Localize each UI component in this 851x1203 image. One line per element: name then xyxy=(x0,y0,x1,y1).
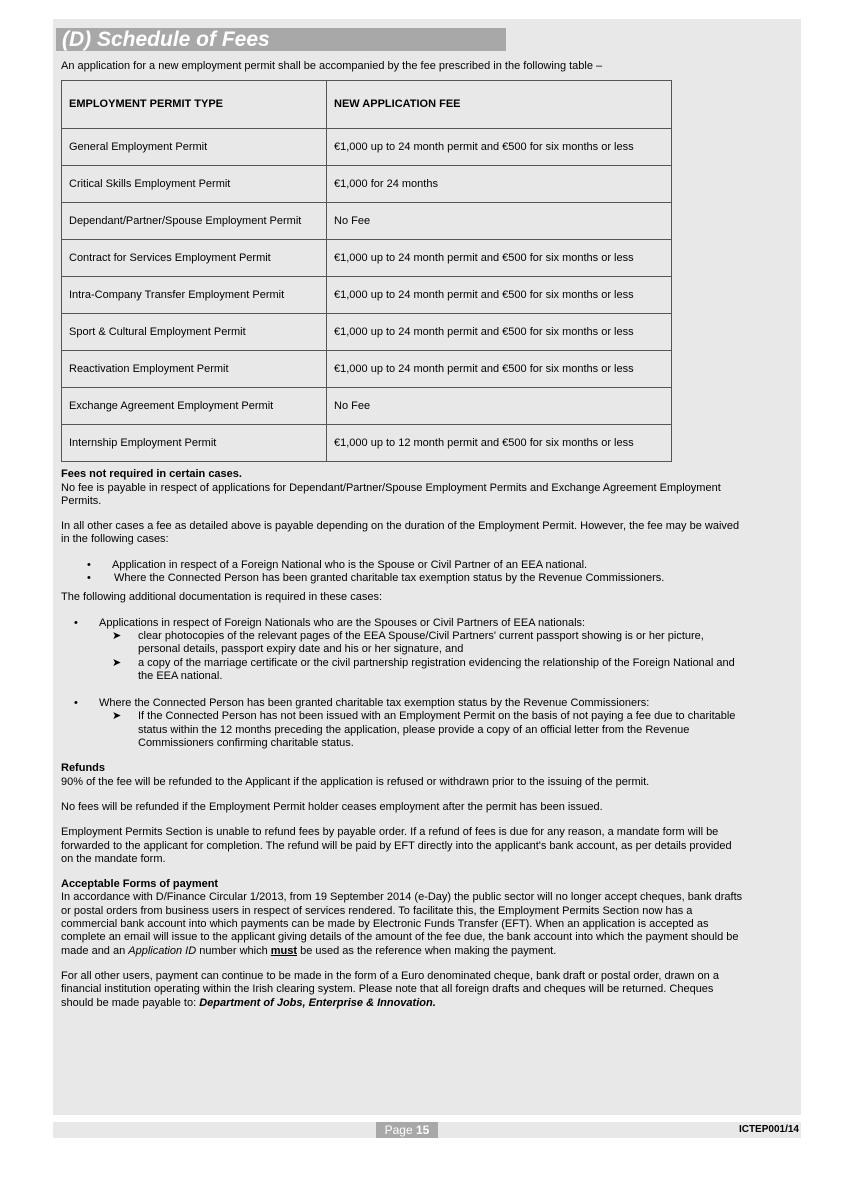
table-row xyxy=(62,351,672,388)
list-item-text: Applications in respect of Foreign Nationals who are the Spouses or Civil Partners of EEA nationals: xyxy=(99,616,586,629)
header-permit-type: EMPLOYMENT PERMIT TYPE xyxy=(62,81,327,129)
payee-name: Department of Jobs, Enterprise & Innovation. xyxy=(199,996,436,1009)
page-label: Page xyxy=(384,1123,413,1137)
list-item xyxy=(61,572,743,585)
permit-type-cell: Sport & Cultural Employment Permit xyxy=(62,314,327,351)
table-row xyxy=(62,129,672,166)
fee-cell: No Fee xyxy=(327,203,672,240)
permit-type-cell: Reactivation Employment Permit xyxy=(62,351,327,388)
sub-list-item-text: clear photocopies of the relevant pages of the EEA Spouse/Civil Partners' current passport showing is or her picture, personal details, passport expiry date and his or her signature, and xyxy=(138,629,704,656)
page-number-box xyxy=(376,1122,438,1138)
refunds-paragraph-3: Employment Permits Section is unable to refund fees by payable order. If a refund of fees is due for any reason, a mandate form will be forwarded to the applicant for completion. The refund will be paid by EFT directly into the applicant's bank account, as per details provided on the mandate form. xyxy=(61,826,732,865)
page-number: 15 xyxy=(416,1123,430,1137)
payment-title: Acceptable Forms of payment xyxy=(61,878,219,891)
permit-type-cell: Dependant/Partner/Spouse Employment Permit xyxy=(62,203,327,240)
fee-cell: €1,000 up to 24 month permit and €500 for six months or less xyxy=(327,277,672,314)
table-row xyxy=(62,388,672,425)
permit-type-cell: Intra-Company Transfer Employment Permit xyxy=(62,277,327,314)
table-header-row xyxy=(62,81,672,129)
list-item-text: Application in respect of a Foreign National who is the Spouse or Civil Partner of an EEA national. xyxy=(112,558,588,571)
fee-cell: €1,000 for 24 months xyxy=(327,166,672,203)
fee-cell: €1,000 up to 24 month permit and €500 for six months or less xyxy=(327,129,672,166)
refunds-paragraph-2: No fees will be refunded if the Employment Permit holder ceases employment after the permit has been issued. xyxy=(61,800,603,813)
table-row xyxy=(62,425,672,462)
bullet-icon: • xyxy=(74,697,78,710)
payment-text: In accordance with D/Finance Circular 1/2013, from 19 September 2014 (e-Day) the public sector will no longer accept cheques, bank drafts or postal orders from business users in respect of services rendered. To facilitate this, the Employment Permits Section now has a commercial bank account into which payments can be made by Electronic Funds Transfer (EFT). When an application is accepted as complete an email will issue to the applicant giving details of the amount of the fee due, the bank account into which the payment should be made and an xyxy=(61,891,743,957)
arrow-bullet-icon: ➤ xyxy=(112,656,122,669)
arrow-bullet-icon: ➤ xyxy=(112,710,122,723)
refunds-title: Refunds xyxy=(61,762,105,775)
permit-type-cell: Contract for Services Employment Permit xyxy=(62,240,327,277)
table-row xyxy=(62,277,672,314)
fees-table xyxy=(61,80,672,462)
bullet-icon: • xyxy=(87,572,91,585)
payment-text: number which xyxy=(196,944,271,957)
fee-cell: €1,000 up to 24 month permit and €500 for six months or less xyxy=(327,351,672,388)
permit-type-cell: General Employment Permit xyxy=(62,129,327,166)
fee-cell: No Fee xyxy=(327,388,672,425)
list-item-text: Where the Connected Person has been granted charitable tax exemption status by the Revenue Commissioners: xyxy=(99,697,650,710)
permit-type-cell: Critical Skills Employment Permit xyxy=(62,166,327,203)
list-item xyxy=(61,559,743,572)
fee-cell: €1,000 up to 12 month permit and €500 for six months or less xyxy=(327,425,672,462)
additional-docs-list xyxy=(61,617,743,751)
sub-list-item-text: a copy of the marriage certificate or the civil partnership registration evidencing the relationship of the Foreign National and the EEA national. xyxy=(138,656,735,682)
payment-text: be used as the reference when making the payment. xyxy=(297,944,557,957)
table-row xyxy=(62,240,672,277)
sub-list-item xyxy=(99,630,743,657)
permit-type-cell: Internship Employment Permit xyxy=(62,425,327,462)
refunds-paragraph-1: 90% of the fee will be refunded to the Applicant if the application is refused or withdrawn prior to the issuing of the permit. xyxy=(61,775,650,788)
bullet-icon: • xyxy=(74,616,78,629)
sub-list-item xyxy=(99,710,743,750)
permit-type-cell: Exchange Agreement Employment Permit xyxy=(62,388,327,425)
payment-text: For all other users, payment can continue to be made in the form of a Euro denominated cheque, bank draft or postal order, drawn on a financial institution operating within the Irish clearing system. Please note that all foreign drafts and cheques will be returned. Cheques should be made payable to: xyxy=(61,969,719,1009)
arrow-bullet-icon: ➤ xyxy=(112,629,122,642)
sub-list xyxy=(99,710,743,750)
table-row xyxy=(62,314,672,351)
document-body xyxy=(61,60,743,1010)
list-item xyxy=(61,617,743,683)
bullet-icon: • xyxy=(87,558,91,571)
table-row xyxy=(62,166,672,203)
sub-list xyxy=(99,630,743,683)
header-application-fee: NEW APPLICATION FEE xyxy=(327,81,672,129)
payment-paragraph-2 xyxy=(61,970,743,1010)
fee-cell: €1,000 up to 24 month permit and €500 for six months or less xyxy=(327,314,672,351)
table-row xyxy=(62,203,672,240)
must-emphasis: must xyxy=(270,944,298,957)
page-heading: (D) Schedule of Fees xyxy=(62,28,270,51)
fees-not-required-text: No fee is payable in respect of applications for Dependant/Partner/Spouse Employment Permits and Exchange Agreement Employment Permits. xyxy=(61,481,721,507)
sub-list-item-text: If the Connected Person has not been issued with an Employment Permit on the basis of not paying a fee due to charitable status within the 12 months preceding the application, please provide a copy of an official letter from the Revenue Commissioners confirming charitable status. xyxy=(138,710,736,750)
list-item xyxy=(61,697,743,750)
fees-not-required-title: Fees not required in certain cases. xyxy=(61,468,242,481)
intro-text: An application for a new employment permit shall be accompanied by the fee prescribed in the following table – xyxy=(61,60,603,72)
payment-paragraph-1 xyxy=(61,891,743,957)
list-item-text: Where the Connected Person has been granted charitable tax exemption status by the Revenue Commissioners. xyxy=(114,572,665,585)
fee-cell: €1,000 up to 24 month permit and €500 for six months or less xyxy=(327,240,672,277)
sub-list-item xyxy=(99,657,743,684)
waived-text: In all other cases a fee as detailed above is payable depending on the duration of the Employment Permit. However, the fee may be waived in the following cases: xyxy=(61,520,740,546)
additional-docs-text: The following additional documentation is required in these cases: xyxy=(61,591,383,604)
waived-list xyxy=(61,559,743,586)
document-code: ICTEP001/14 xyxy=(738,1124,799,1135)
application-id-term: Application ID xyxy=(128,944,197,957)
